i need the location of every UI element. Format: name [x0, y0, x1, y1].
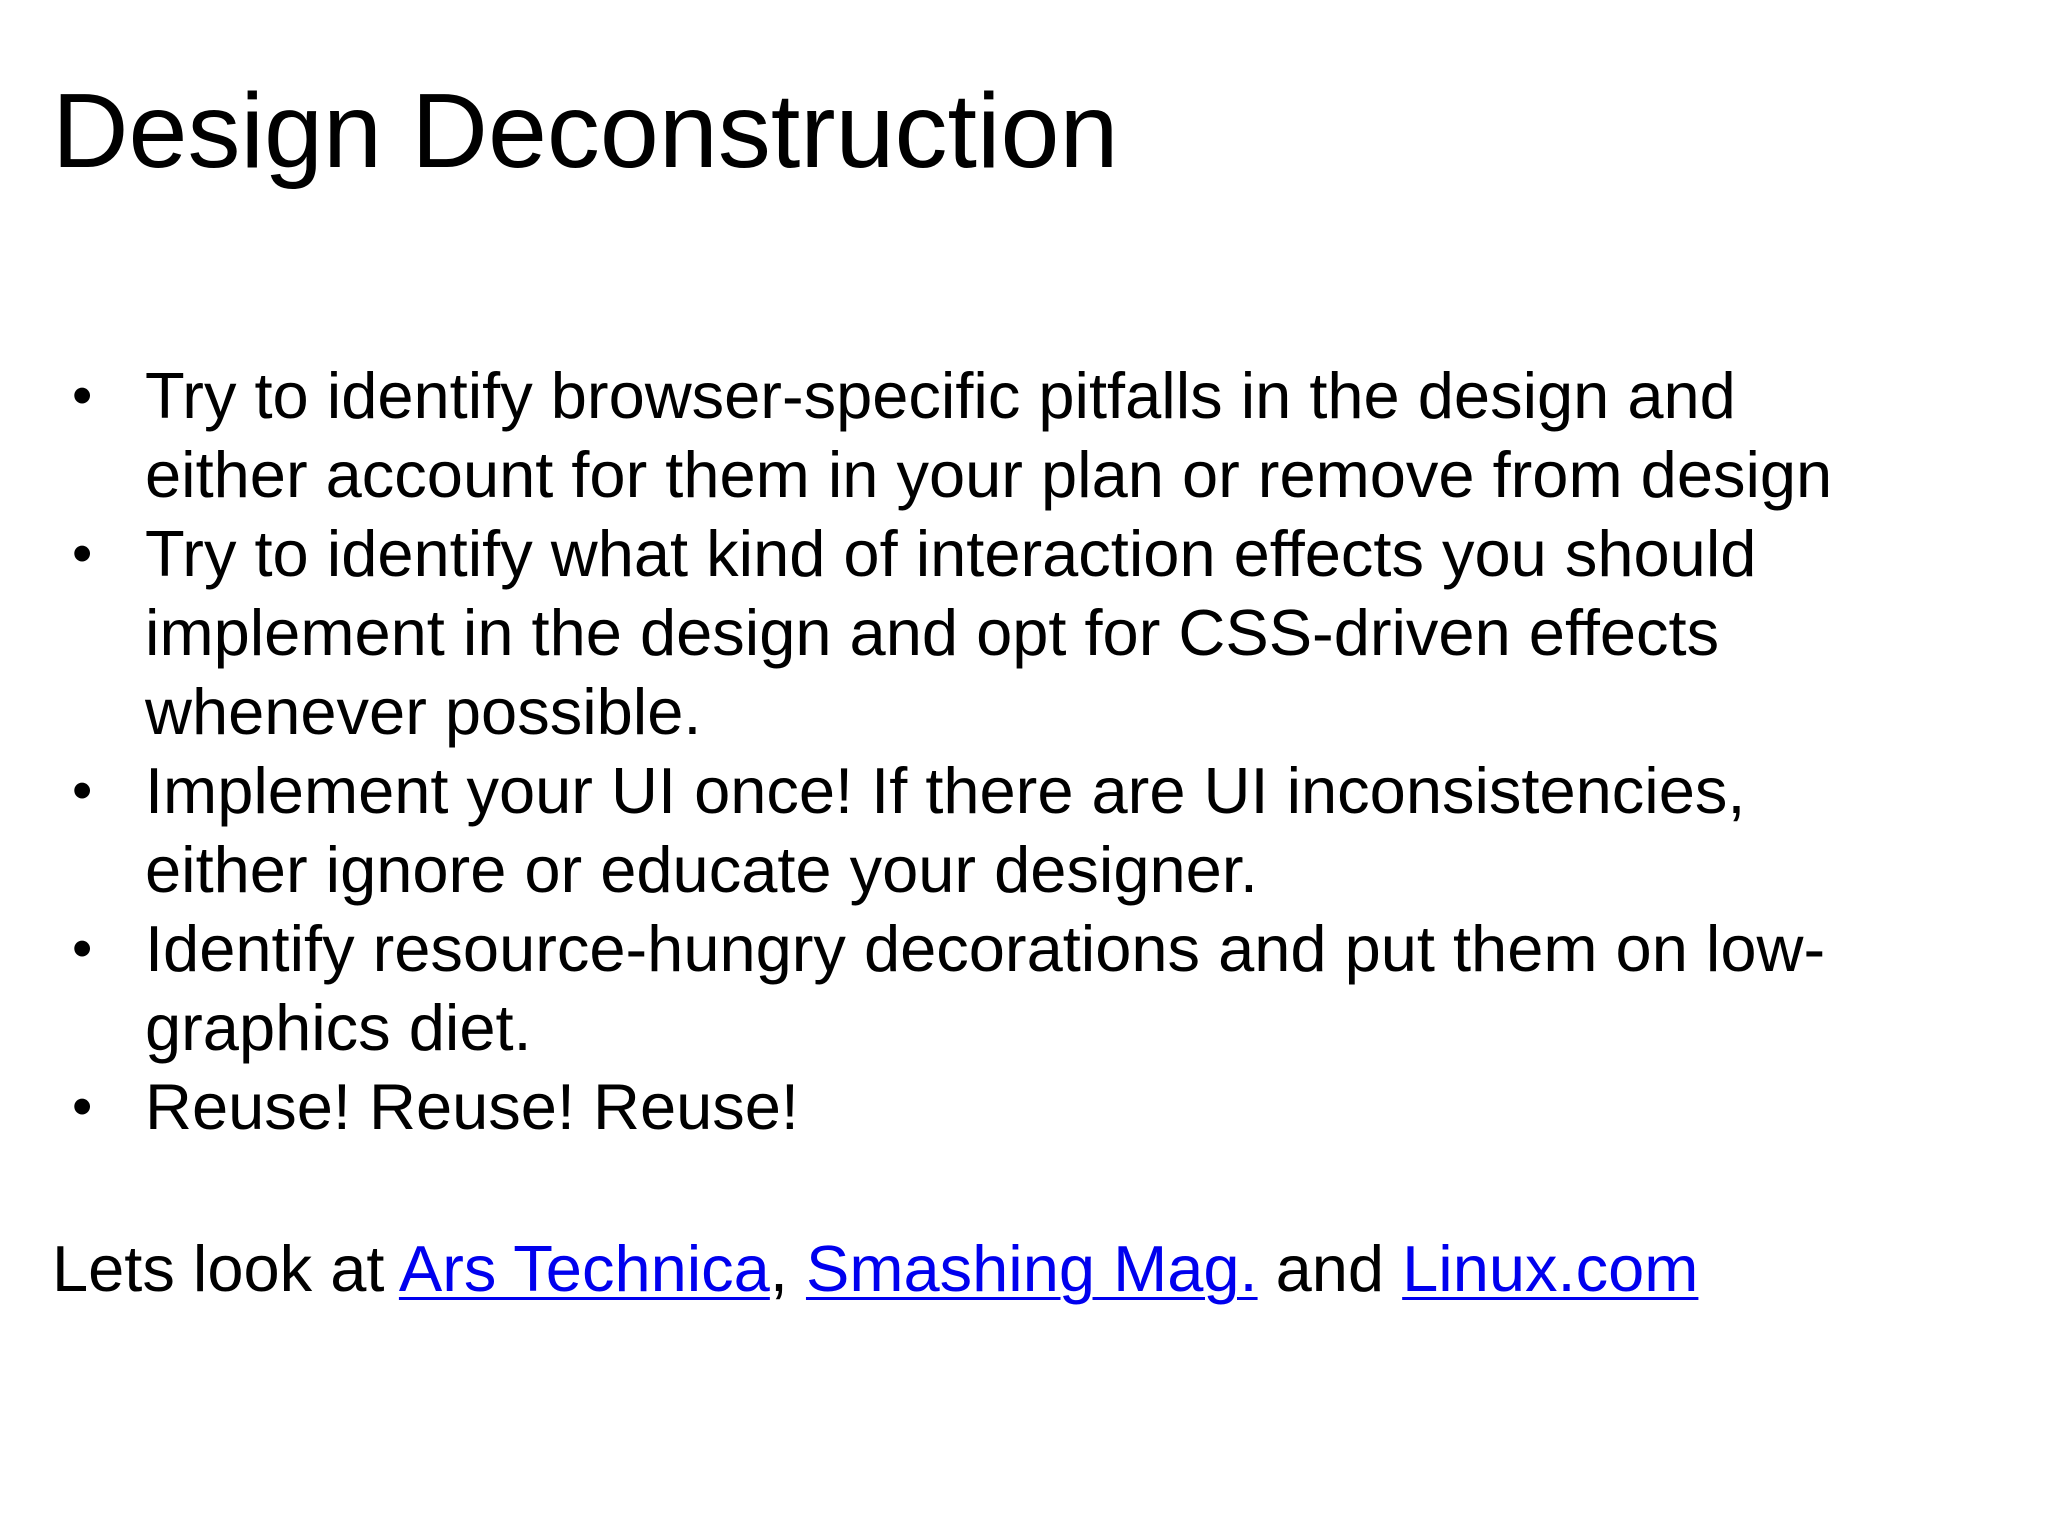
bullet-text-line: Identify resource-hungry decorations and put them on low-: [145, 912, 1826, 985]
bullet-icon: •: [72, 758, 93, 823]
bullet-text-line: Try to identify browser-specific pitfalls in the design and: [145, 359, 1736, 432]
bullet-text-line: Try to identify what kind of interaction effects you should: [145, 517, 1757, 590]
slide-title: Design Deconstruction: [52, 72, 1119, 190]
bullet-text-line: Implement your UI once! If there are UI inconsistencies,: [145, 754, 1746, 827]
bullet-item-interaction-effects: [0, 514, 2048, 751]
bullet-item-implement-once: [0, 751, 2048, 909]
bullet-text-line: graphics diet.: [145, 991, 532, 1064]
bullet-icon: •: [72, 916, 93, 981]
bullet-icon: •: [72, 521, 93, 586]
examples-prefix: Lets look at: [52, 1232, 399, 1305]
smashing-mag-link[interactable]: Smashing Mag.: [805, 1232, 1258, 1305]
examples-separator: ,: [769, 1232, 806, 1305]
examples-line: [52, 1229, 1698, 1308]
bullet-icon: •: [72, 1074, 93, 1139]
bullet-text-line: either account for them in your plan or remove from design: [145, 438, 1833, 511]
bullet-text-line: Reuse! Reuse! Reuse!: [145, 1070, 799, 1143]
ars-technica-link[interactable]: Ars Technica: [398, 1232, 770, 1305]
bullet-item-pitfalls: [0, 356, 2048, 514]
bullet-text-line: whenever possible.: [145, 675, 702, 748]
bullet-list: [0, 356, 2048, 1146]
bullet-icon: •: [72, 363, 93, 428]
bullet-text-line: implement in the design and opt for CSS-driven effects: [145, 596, 1720, 669]
linux-com-link[interactable]: Linux.com: [1402, 1232, 1699, 1305]
examples-separator: and: [1257, 1232, 1403, 1305]
bullet-item-reuse: [0, 1067, 2048, 1146]
bullet-item-decorations: [0, 909, 2048, 1067]
bullet-text-line: either ignore or educate your designer.: [145, 833, 1258, 906]
